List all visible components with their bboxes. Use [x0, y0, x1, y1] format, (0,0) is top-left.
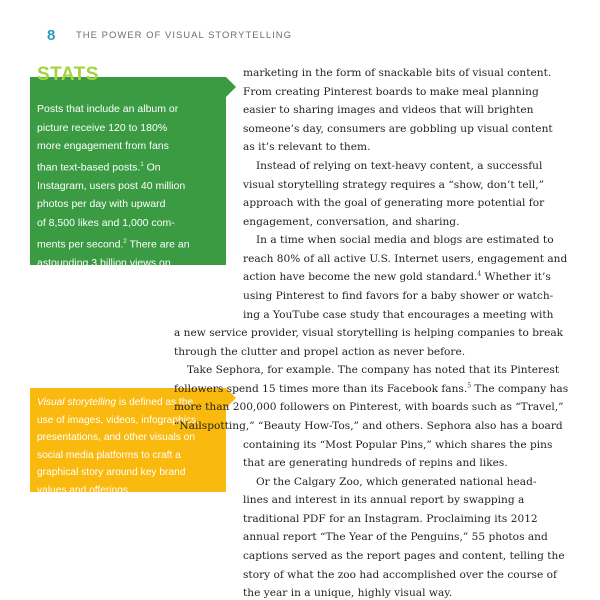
footnote-ref: 5 — [467, 382, 472, 390]
footnote-ref: 4 — [477, 270, 482, 278]
definition-line: graphical story around key brand — [37, 467, 186, 478]
body-line: Take Sephora, for example. The company has noted that its Pinterest — [187, 364, 560, 376]
body-line: as it’s relevant to them. — [243, 141, 371, 153]
stats-sidebar-text — [37, 100, 217, 293]
body-line: engagement, conversation, and sharing. — [243, 216, 460, 228]
body-line: someone’s day, consumers are gobbling up visual content — [243, 123, 553, 135]
definition-line: values and offerings. — [37, 484, 131, 496]
stats-line: ments per second.$^2$ There are an — [37, 238, 190, 251]
stats-line: more engagement from fans — [37, 140, 169, 153]
footnote-ref: 1 — [140, 161, 144, 168]
running-head: THE POWER OF VISUAL STORYTELLING — [76, 30, 293, 41]
body-line: a new service provider, visual storytelling is helping companies to break — [174, 327, 564, 339]
body-line: using Pinterest to find favors for a baby shower or watch- — [243, 290, 554, 302]
definition-line: Visual storytelling is defined as the — [37, 397, 194, 408]
body-line: through the clutter and propel action as never before. — [174, 346, 466, 358]
definition-line: presentations, and other visuals on — [37, 432, 196, 443]
body-line: annual report “The Year of the Penguins,” 55 photos and — [243, 531, 548, 543]
body-line: Or the Calgary Zoo, which generated national head- — [256, 476, 537, 488]
footnote-ref: 3 — [104, 278, 109, 285]
body-line: more than 200,000 followers on Pinterest, with boards such as “Travel,” — [174, 401, 564, 413]
body-line: ing a YouTube case study that encourages a meeting with — [243, 309, 554, 321]
body-line: captions served as the report pages and content, telling the — [243, 550, 565, 562]
stats-line: Posts that include an album or — [37, 103, 179, 115]
body-line: From creating Pinterest boards to make meal planning — [243, 86, 539, 98]
body-line: In a time when social media and blogs are estimated to — [256, 234, 554, 246]
body-line: easier to sharing images and videos that will brighten — [243, 104, 534, 116]
definition-line: social media platforms to craft a — [37, 449, 181, 461]
body-line: the year in a unique, highly visual way. — [243, 587, 453, 599]
stats-line: than text-based posts.$^1$ On — [37, 161, 161, 174]
footnote-ref: 2 — [123, 238, 127, 245]
definition-line: use of images, videos, infographics, — [37, 414, 199, 426]
definition-term: Visual storytelling — [37, 397, 117, 408]
body-line: story of what the zoo had accomplished over the course of — [243, 569, 557, 581]
stats-line: Instagram, users post 40 million — [37, 179, 186, 192]
body-line: visual storytelling strategy requires a “show, don’t tell,” — [243, 179, 545, 191]
body-line: approach with the goal of generating more potential for — [243, 197, 545, 209]
body-line: Instead of relying on text-heavy content, a successful — [256, 160, 543, 172]
body-line: that are generating hundreds of repins and likes. — [243, 457, 508, 469]
body-line: action have become the new gold standard.$^4$ Whether it’s — [243, 270, 551, 283]
page-header — [0, 27, 600, 49]
stats-line: YouTube daily.$^3$ — [37, 277, 109, 290]
stats-sidebar-pointer — [226, 77, 236, 97]
body-line: containing its “Most Popular Pins,” which shares the pins — [243, 439, 553, 451]
body-line: reach 80% of all active U.S. Internet users, engagement and — [243, 253, 568, 265]
body-line: traditional PDF for an Instagram. Proclaiming its 2012 — [243, 513, 538, 525]
body-line: “Nailspotting,” “Beauty How-Tos,” and others. Sephora also has a board — [174, 420, 563, 432]
stats-line: astounding 3 billion views on — [37, 256, 171, 269]
stats-label: STATS — [37, 64, 99, 85]
stats-line: photos per day with upward — [37, 198, 166, 211]
page-number: 8 — [47, 27, 56, 44]
stats-line: of 8,500 likes and 1,000 com- — [37, 217, 175, 230]
stats-line: picture receive 120 to 180% — [37, 121, 168, 134]
body-line: followers spend 15 times more than its Facebook fans.$^5$ The company has — [174, 382, 569, 395]
body-line: lines and interest in its annual report by swapping a — [243, 494, 525, 506]
body-line: marketing in the form of snackable bits of visual content. — [243, 67, 552, 79]
